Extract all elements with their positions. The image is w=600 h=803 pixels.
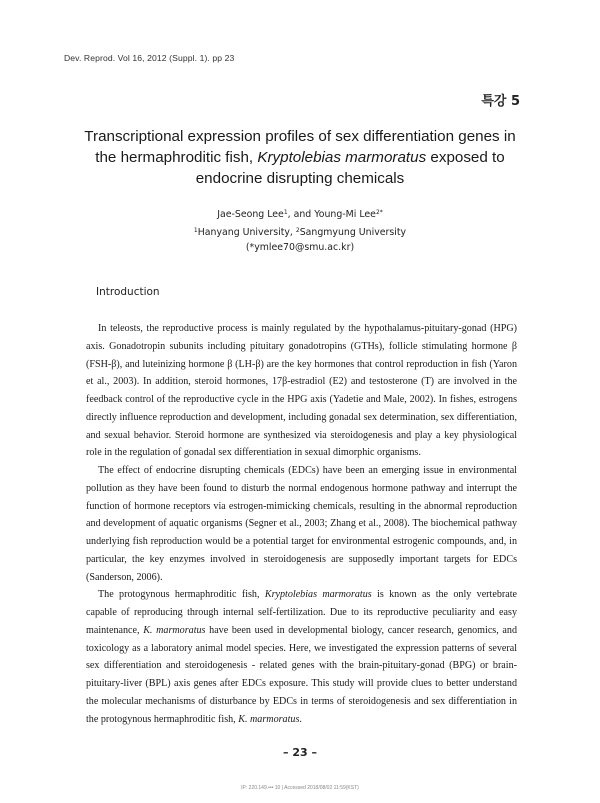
paragraph-2: The effect of endocrine disrupting chemicals (EDCs) have been an emerging issue in environmental pollution as they have been found to disturb the normal endogenous hormone pathway and interrupt the function of hormone receptors via estrogen-mimicking chemicals, resulting in the abnormal reproduction and development of aquatic organisms (Segner et al., 2003; Zhang et al., 2008). The biochemical pathway underlying fish reproduction would be a potential target for environmental estrogenic compounds, and, in particular, the key enzymes involved in steroidogenesis are supposedly important targets for EDCs (Sanderson, 2006).: [86, 465, 517, 583]
affiliation-1: Hanyang University,: [197, 226, 296, 238]
paragraph-3-part-b: is known as the only vertebrate capable of reproducing through internal self-fertilization. Due to its reproductive peculiarity and easy maintenance,: [86, 589, 517, 636]
title-line-2-suffix: exposed to: [426, 149, 505, 166]
title-line-1: Transcriptional expression profiles of sex differentiation genes in: [84, 128, 516, 145]
paragraph-3-part-a: The protogynous hermaphroditic fish,: [98, 589, 265, 601]
paragraph-3-part-d: .: [299, 713, 302, 725]
paragraph-3: [86, 586, 517, 728]
species-abbrev-italic-end: K. marmoratus: [238, 713, 300, 725]
access-watermark: IP: 220.149.••• 10 | Accessed 2018/08/02 11:59(KST): [241, 785, 359, 791]
introduction-body: [86, 320, 517, 728]
author-1: Jae-Seong Lee: [217, 209, 284, 220]
author-2: , and Young-Mi Lee: [287, 209, 376, 220]
title-species-name: Kryptolebias marmoratus: [257, 149, 427, 166]
author-names: [100, 205, 500, 223]
special-lecture-label: 특강 5: [481, 94, 520, 109]
corresponding-email: (*ymlee70@smu.ac.kr): [245, 242, 355, 253]
page-number: – 23 –: [283, 746, 317, 759]
section-heading-introduction: Introduction: [96, 286, 160, 298]
paragraph-1: In teleosts, the reproductive process is mainly regulated by the hypothalamus-pituitary-gonad (HPG) axis. Gonadotropin subunits including pituitary gonadotropins (GTHs), follicle stimulating hormone β (FSH-β), and luteinizing hormone β (LH-β) are the key hormones that control reproduction in fish (Yaron et al., 2003). In addition, steroid hormones, 17β-estradiol (E2) and testosterone (T) are involved in the feedback control of the reproductive cycle in the HPG axis (Yadetie and Male, 2002). In fishes, estrogens directly influence reproduction and development, including gonadal sex determination, sex differentiation, and sexual behavior. Steroid hormone are synthesized via steroidogenesis and play a key physiological role in the regulation of gonadal sex differentiation in sexual dimorphic organisms.: [86, 323, 517, 459]
affiliation-2: Sangmyung University: [299, 226, 407, 238]
title-line-2-prefix: the hermaphroditic fish,: [95, 149, 258, 166]
author-2-affiliation-mark: 2*: [375, 209, 383, 216]
title-line-2: [70, 147, 530, 168]
affiliations: [100, 223, 500, 241]
species-name-italic: Kryptolebias marmoratus: [264, 589, 372, 601]
paragraph-3-part-c: have been used in developmental biology, cancer research, genomics, and toxicology as a laboratory animal model species. Here, we investigated the expression patterns of several sex differentiation and steroidogenesis - related genes with the brain-pituitary-gonad (BPG) or brain-pituitary-liver (BPL) axis genes after EDCs exposure. This study will provide clues to better understand the molecular mechanisms of disturbance by EDCs in terms of steroidogenesis and sex differentiation in the protogynous hermaphroditic fish,: [86, 624, 517, 725]
author-1-affiliation-mark: 1: [283, 209, 288, 216]
paper-title: [70, 126, 530, 189]
affiliation-1-mark: 1: [193, 226, 198, 234]
title-line-3: endocrine disrupting chemicals: [195, 170, 405, 187]
journal-citation: Dev. Reprod. Vol 16, 2012 (Suppl. 1). pp 23: [64, 53, 235, 63]
affiliation-2-mark: 2: [295, 226, 300, 234]
author-block: [100, 205, 500, 256]
species-abbrev-italic: K. marmoratus: [143, 624, 206, 636]
